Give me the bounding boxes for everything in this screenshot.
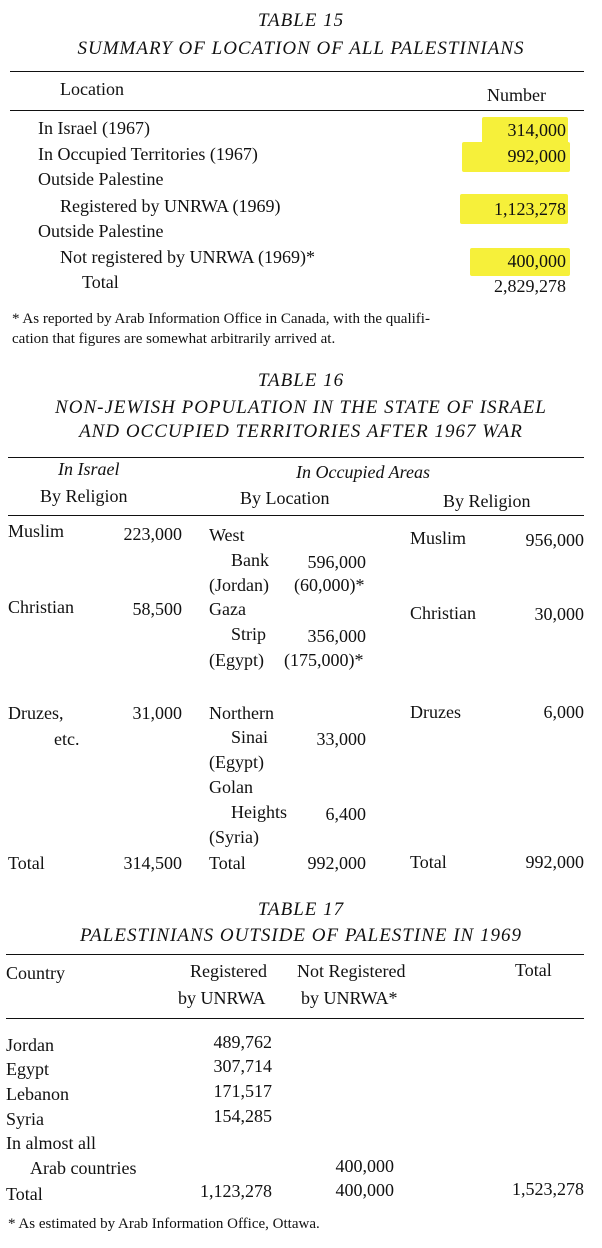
- table17-col-country: Country: [6, 963, 66, 983]
- location-label: Heights: [231, 802, 287, 822]
- table17-title: PALESTINIANS OUTSIDE OF PALESTINE IN 1969: [80, 925, 522, 946]
- table17-not-registered: 400,000: [335, 1156, 394, 1176]
- table16-number: TABLE 16: [257, 370, 345, 391]
- table15-row-label: Outside Palestine: [38, 169, 164, 189]
- table15-title: SUMMARY OF LOCATION OF ALL PALESTINIANS: [77, 38, 525, 59]
- table17-country: Egypt: [6, 1059, 49, 1079]
- occupied-total-label: Total: [410, 852, 447, 872]
- table15-row-value: 400,000: [507, 251, 566, 271]
- location-value: 33,000: [316, 729, 366, 749]
- table17-registered: 171,517: [213, 1081, 272, 1101]
- location-total-label: Total: [209, 853, 246, 873]
- table16-head-israel: In Israel: [58, 459, 120, 479]
- table15-row-label: In Israel (1967): [38, 118, 150, 138]
- table17-total-registered: 1,123,278: [200, 1181, 272, 1201]
- location-value: 596,000: [307, 552, 366, 572]
- table17-total-total: 1,523,278: [512, 1179, 584, 1199]
- table15-total-value: 2,829,278: [494, 276, 566, 296]
- israel-religion-value: 31,000: [132, 703, 182, 723]
- table17-col-not-registered: by UNRWA*: [301, 988, 398, 1008]
- table16-title: NON-JEWISH POPULATION IN THE STATE OF ISRAEL: [55, 397, 547, 418]
- table16-sub-religion: By Religion: [40, 486, 128, 506]
- table17-registered: 154,285: [213, 1106, 272, 1126]
- occupied-religion-label: Christian: [410, 603, 476, 623]
- table17-country: In almost all: [6, 1133, 96, 1153]
- table16-title: AND OCCUPIED TERRITORIES AFTER 1967 WAR: [79, 421, 523, 442]
- occupied-religion-label: Muslim: [410, 528, 467, 548]
- location-label: Bank: [231, 550, 269, 570]
- table17-total-not-registered: 400,000: [335, 1180, 394, 1200]
- table15-footnote: cation that figures are somewhat arbitrarily arrived at.: [12, 331, 336, 347]
- location-label: (Egypt): [209, 752, 264, 772]
- location-total-value: 992,000: [307, 853, 366, 873]
- table15-row-value: 992,000: [507, 146, 566, 166]
- table15-footnote: * As reported by Arab Information Office in Canada, with the qualifi-: [12, 311, 430, 327]
- table15-header-rule: [10, 110, 584, 111]
- table17-number: TABLE 17: [257, 899, 345, 920]
- location-value: 6,400: [325, 804, 366, 824]
- occupied-total-value: 992,000: [525, 852, 584, 872]
- location-value: (175,000)*: [284, 650, 364, 670]
- table17-country: Syria: [6, 1109, 44, 1129]
- israel-religion-value: 223,000: [123, 524, 182, 544]
- table16-top-rule: [8, 457, 584, 458]
- table15-row-label: Registered by UNRWA (1969): [60, 196, 281, 216]
- israel-religion-label: Druzes,: [8, 703, 64, 723]
- table17-col-total: Total: [515, 960, 552, 980]
- table16-sub-religion2: By Religion: [443, 491, 531, 511]
- israel-total-label: Total: [8, 853, 45, 873]
- table16-head-occupied: In Occupied Areas: [296, 462, 430, 482]
- table17-country: Arab countries: [30, 1158, 137, 1178]
- table15-row-value: 1,123,278: [494, 199, 566, 219]
- location-label: Gaza: [209, 599, 246, 619]
- location-label: Northern: [209, 703, 274, 723]
- table16-header-rule: [8, 515, 584, 516]
- table15-row-value: 314,000: [507, 120, 566, 140]
- table15-col-location: Location: [60, 79, 124, 99]
- table16-sub-location: By Location: [240, 488, 330, 508]
- table15-number: TABLE 15: [257, 10, 345, 31]
- location-value: (60,000)*: [294, 575, 365, 595]
- table17-footnote: * As estimated by Arab Information Office, Ottawa.: [8, 1216, 320, 1232]
- israel-total-value: 314,500: [123, 853, 182, 873]
- table17-col-not-registered: Not Registered: [297, 961, 406, 981]
- table17-col-registered: by UNRWA: [178, 988, 266, 1008]
- table15-row-label: Outside Palestine: [38, 221, 164, 241]
- location-label: Strip: [231, 624, 267, 644]
- table17-header-rule: [6, 1018, 584, 1019]
- occupied-religion-value: 6,000: [543, 702, 584, 722]
- occupied-religion-label: Druzes: [410, 702, 461, 722]
- occupied-religion-value: 956,000: [525, 530, 584, 550]
- table17-registered: 307,714: [213, 1056, 272, 1076]
- israel-religion-label: Muslim: [8, 521, 65, 541]
- location-label: (Jordan): [209, 575, 269, 595]
- location-label: Golan: [209, 777, 253, 797]
- table17-registered: 489,762: [213, 1032, 272, 1052]
- location-label: West: [209, 525, 245, 545]
- location-value: 356,000: [307, 626, 366, 646]
- israel-religion-label: Christian: [8, 597, 74, 617]
- table15-row-label: In Occupied Territories (1967): [38, 144, 258, 164]
- table15-total-label: Total: [82, 272, 119, 292]
- table17-top-rule: [6, 954, 584, 955]
- location-label: (Egypt): [209, 650, 264, 670]
- table17-col-registered: Registered: [190, 961, 267, 981]
- table15-row-label: Not registered by UNRWA (1969)*: [60, 247, 315, 267]
- israel-religion-value: 58,500: [132, 599, 182, 619]
- table17-country: Jordan: [6, 1035, 54, 1055]
- table17-total-label: Total: [6, 1184, 43, 1204]
- table15-top-rule: [10, 71, 584, 72]
- location-label: Sinai: [231, 727, 269, 747]
- table15-col-number: Number: [487, 85, 546, 105]
- table17-country: Lebanon: [6, 1084, 69, 1104]
- location-label: (Syria): [209, 827, 259, 847]
- occupied-religion-value: 30,000: [534, 604, 584, 624]
- israel-religion-label: etc.: [54, 729, 80, 749]
